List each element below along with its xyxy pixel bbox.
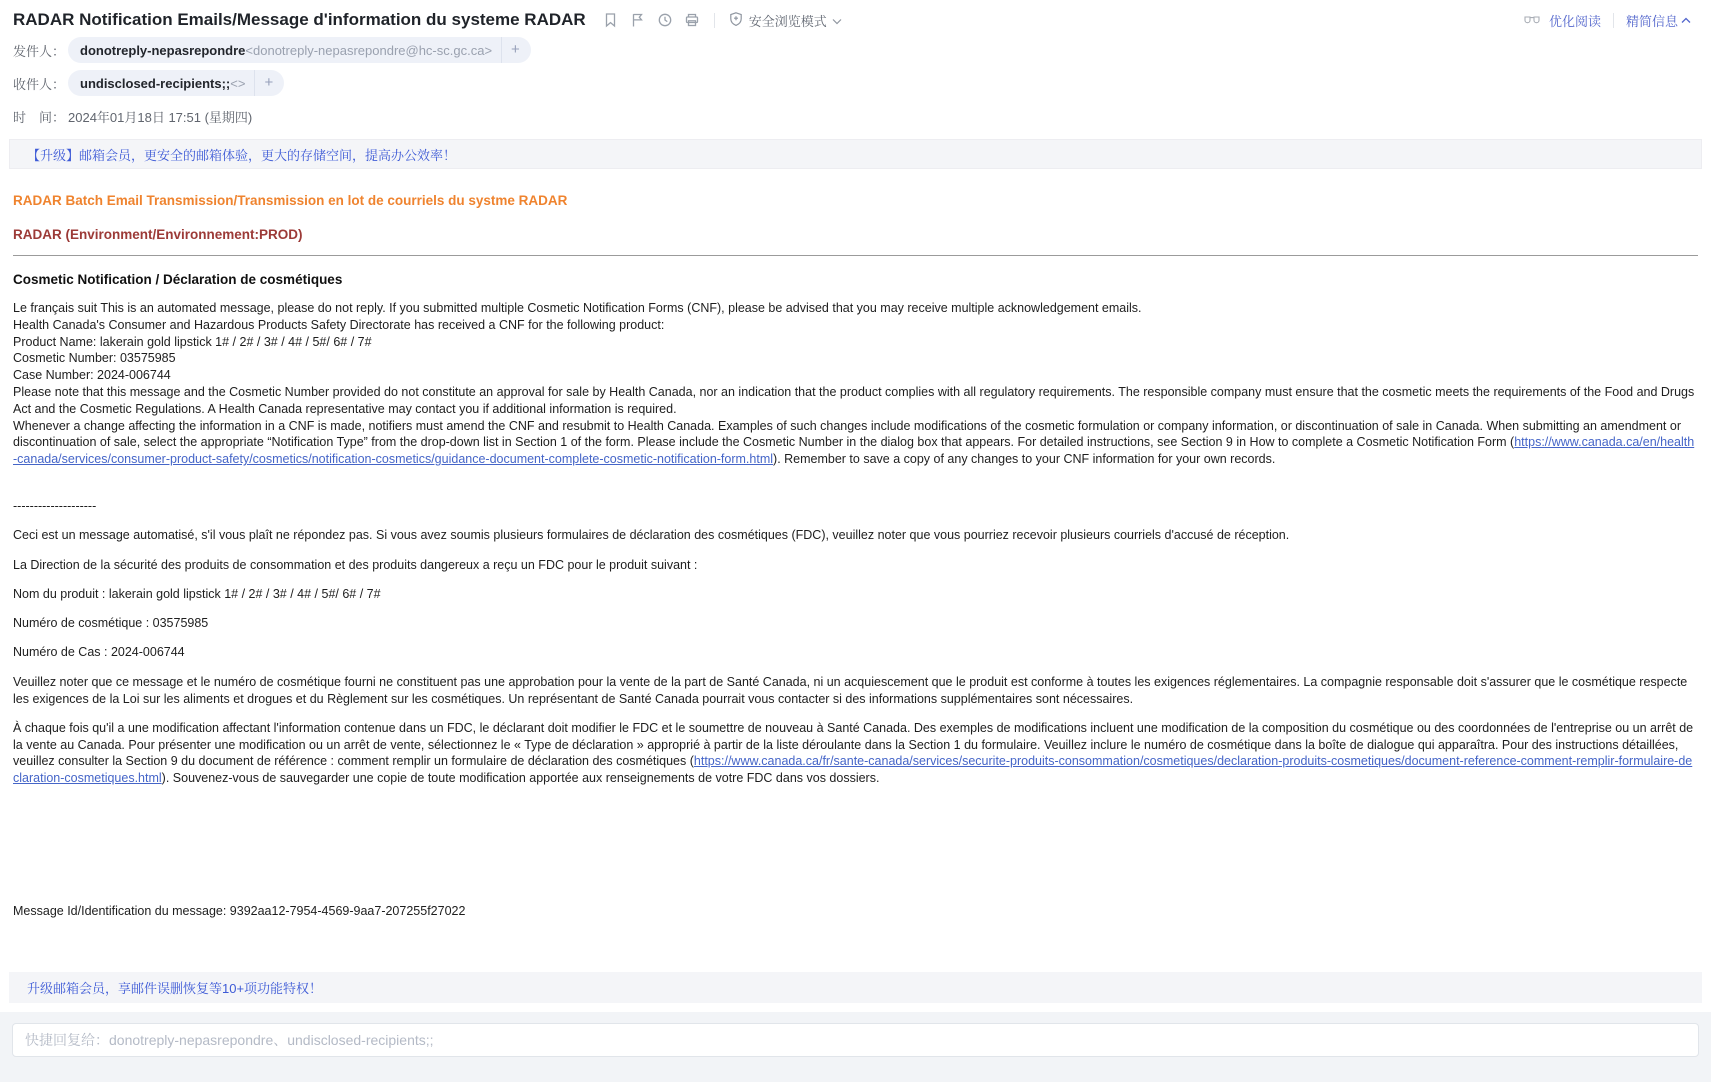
subject-toolbar (602, 11, 842, 30)
upgrade-promo-banner-bottom[interactable]: 升级邮箱会员，享邮件误删恢复等10+项功能特权！ (9, 972, 1702, 1003)
from-contact-chip[interactable] (68, 37, 531, 63)
to-contact-chip[interactable] (68, 70, 284, 96)
simplify-info-link[interactable]: 精简信息 (1626, 11, 1691, 30)
fr-cosmetic-number: Numéro de cosmétique : 03575985 (13, 616, 209, 631)
clock-icon[interactable] (656, 11, 674, 29)
quick-reply-input[interactable] (12, 1023, 1699, 1057)
header-right-actions (1523, 11, 1691, 30)
email-subject: RADAR Notification Emails/Message d'information du systeme RADAR (13, 10, 586, 29)
fr-intro: Ceci est un message automatisé, s'il vous plaît ne répondez pas. Si vous avez soumis plusieurs formulaires de déclaration des cosmétiques (FDC), veuillez noter que vous pourriez recevoir plusieurs courriels d'accusé de réception. (13, 528, 1290, 543)
upgrade-promo-banner-top[interactable]: 【升级】邮箱会员，更安全的邮箱体验，更大的存储空间，提高办公效率！ (9, 139, 1702, 169)
fr-guidance-link[interactable]: https://www.canada.ca/fr/sante-canada/services/securite-produits-consommation/cosmetiques/declaration-produits-cosmetiques/document-reference-comment-remplir-formulaire-declaration-cosmetiques.html (13, 754, 1693, 786)
fr-received: La Direction de la sécurité des produits de consommation et des produits dangereux a reçu un FDC pour le produit suivant : (13, 557, 698, 572)
add-to-contact-button[interactable]: + (254, 70, 284, 96)
cosmetic-notification-title: Cosmetic Notification / Déclaration de cosmétiques (13, 272, 343, 287)
time-value: 2024年01月18日 17:51 (星期四) (68, 110, 253, 125)
to-label: 收件人： (13, 76, 66, 92)
safe-browsing-label: 安全浏览模式 (748, 13, 827, 29)
en-case-number: Case Number: 2024-006744 (13, 368, 171, 383)
actions-divider (1613, 13, 1614, 28)
chevron-down-icon (832, 13, 842, 28)
en-guidance-link[interactable]: https://www.canada.ca/en/health-canada/services/consumer-product-safety/cosmetics/notification-cosmetics/guidance-document-complete-cosmetic-notification-form.html (13, 435, 1695, 467)
french-section (13, 527, 1698, 787)
optimize-reading-link[interactable]: 优化阅读 (1548, 13, 1601, 29)
en-amendment-paragraph: Whenever a change affecting the information in a CNF is made, notifiers must amend the CNF and resubmit to Health Canada. Examples of such changes include modifications of the cosmetic formulation or company information, or discontinuation of sale in Canada. When submitting an amendment or discontinuation of sale, select the appropriate “Notification Type” from the drop-down list in Section 1 of the form. Please include the Cosmetic Number in the dialog box that appears. For detailed instructions, see Section 9 in How to complete a Cosmetic Notification Form (https://www.canada.ca/en/health-canada/services/consumer-product-safety/cosmetics/notification-cosmetics/guidance-document-complete-cosmetic-notification-form.html). Remember to save a copy of any changes to your CNF information for your own records. (13, 418, 1695, 467)
to-name: undisclosed-recipients;; (80, 75, 231, 91)
from-name: donotreply-nepasrepondre (80, 42, 246, 58)
to-row (0, 68, 1711, 98)
body-divider (13, 255, 1698, 256)
reading-glasses-icon[interactable] (1523, 11, 1541, 29)
quick-reply-bar (0, 1012, 1711, 1082)
fr-product-name: Nom du produit : lakerain gold lipstick 1# / 2# / 3# / 4# / 5#/ 6# / 7# (13, 586, 381, 601)
to-email: <> (230, 75, 246, 91)
printer-icon[interactable] (683, 11, 701, 29)
en-note: Please note that this message and the Cosmetic Number provided do not constitute an approval for sale by Health Canada, nor an indication that the product complies with all regulatory requirements. The responsible company must ensure that the cosmetic meets the requirements of the Food and Drugs Act and the Cosmetic Regulations. A Health Canada representative may contact you if additional information is required. (13, 384, 1695, 416)
en-cosmetic-number: Cosmetic Number: 03575985 (13, 351, 176, 366)
flag-icon[interactable] (629, 11, 647, 29)
bookmark-icon[interactable] (602, 11, 620, 29)
from-row (0, 35, 1711, 65)
fr-amendment-paragraph: À chaque fois qu'il a une modification affectant l'information contenue dans un FDC, le déclarant doit modifier le FDC et le soumettre de nouveau à Santé Canada. Des exemples de modifications incluent une modification de la composition du cosmétique ou des coordonnées de l'entreprise ou un arrêt de la vente au Canada. Pour présenter une modification ou un arrêt de vente, sélectionnez le « Type de déclaration » approprié à partir de la liste déroulante dans la Section 1 du formulaire. Veuillez inclure le numéro de cosmétique dans la boîte de dialogue qui apparaîtra. Pour des instructions détaillées, veuillez consulter la Section 9 du document de référence : comment remplir un formulaire de déclaration des cosmétiques (https://www.canada.ca/fr/sante-canada/services/securite-produits-consommation/cosmetiques/declaration-produits-cosmetiques/document-reference-comment-remplir-formulaire-declaration-cosmetiques.html). Souvenez-vous de sauvegarder une copie de toute modification apportée aux renseignements de votre FDC dans vos dossiers. (13, 720, 1694, 786)
add-from-contact-button[interactable]: + (501, 37, 531, 63)
toolbar-divider (714, 13, 715, 28)
from-email: <donotreply-nepasrepondre@hc-sc.gc.ca> (245, 42, 493, 58)
from-label: 发件人： (13, 43, 66, 59)
title-row (0, 0, 1711, 32)
time-row (0, 105, 1711, 128)
en-received: Health Canada's Consumer and Hazardous Products Safety Directorate has received a CNF for the following product: (13, 317, 665, 332)
chevron-up-icon (1681, 17, 1691, 24)
language-separator: -------------------- (13, 498, 97, 513)
fr-note: Veuillez noter que ce message et le numéro de cosmétique fourni ne constituent pas une approbation pour la vente de la part de Santé Canada, ni un acquiescement que le produit est conforme à toutes les exigences réglementaires. La compagnie responsable doit s'assurer que le cosmétique respecte les exigences de la Loi sur les aliments et drogues et du Règlement sur les cosmétiques. Un représentant de Santé Canada pourrait vous contacter si des informations supplémentaires sont nécessaires. (13, 674, 1688, 706)
en-product-name: Product Name: lakerain gold lipstick 1# / 2# / 3# / 4# / 5#/ 6# / 7# (13, 334, 372, 349)
time-label: 时 间： (13, 110, 66, 125)
safe-browsing-mode-toggle[interactable] (728, 11, 842, 30)
shield-plus-icon (728, 11, 744, 30)
batch-transmission-heading: RADAR Batch Email Transmission/Transmission en lot de courriels du systme RADAR (13, 193, 568, 208)
email-body (0, 192, 1711, 920)
en-intro: Le français suit This is an automated message, please do not reply. If you submitted multiple Cosmetic Notification Forms (CNF), please be advised that you may receive multiple acknowledgement emails. (13, 301, 1142, 315)
fr-case-number: Numéro de Cas : 2024-006744 (13, 645, 185, 660)
environment-heading: RADAR (Environment/Environnement:PROD) (13, 227, 303, 242)
english-section (13, 300, 1698, 468)
email-header (0, 0, 1711, 128)
message-id: Message Id/Identification du message: 9392aa12-7954-4569-9aa7-207255f27022 (13, 904, 466, 919)
